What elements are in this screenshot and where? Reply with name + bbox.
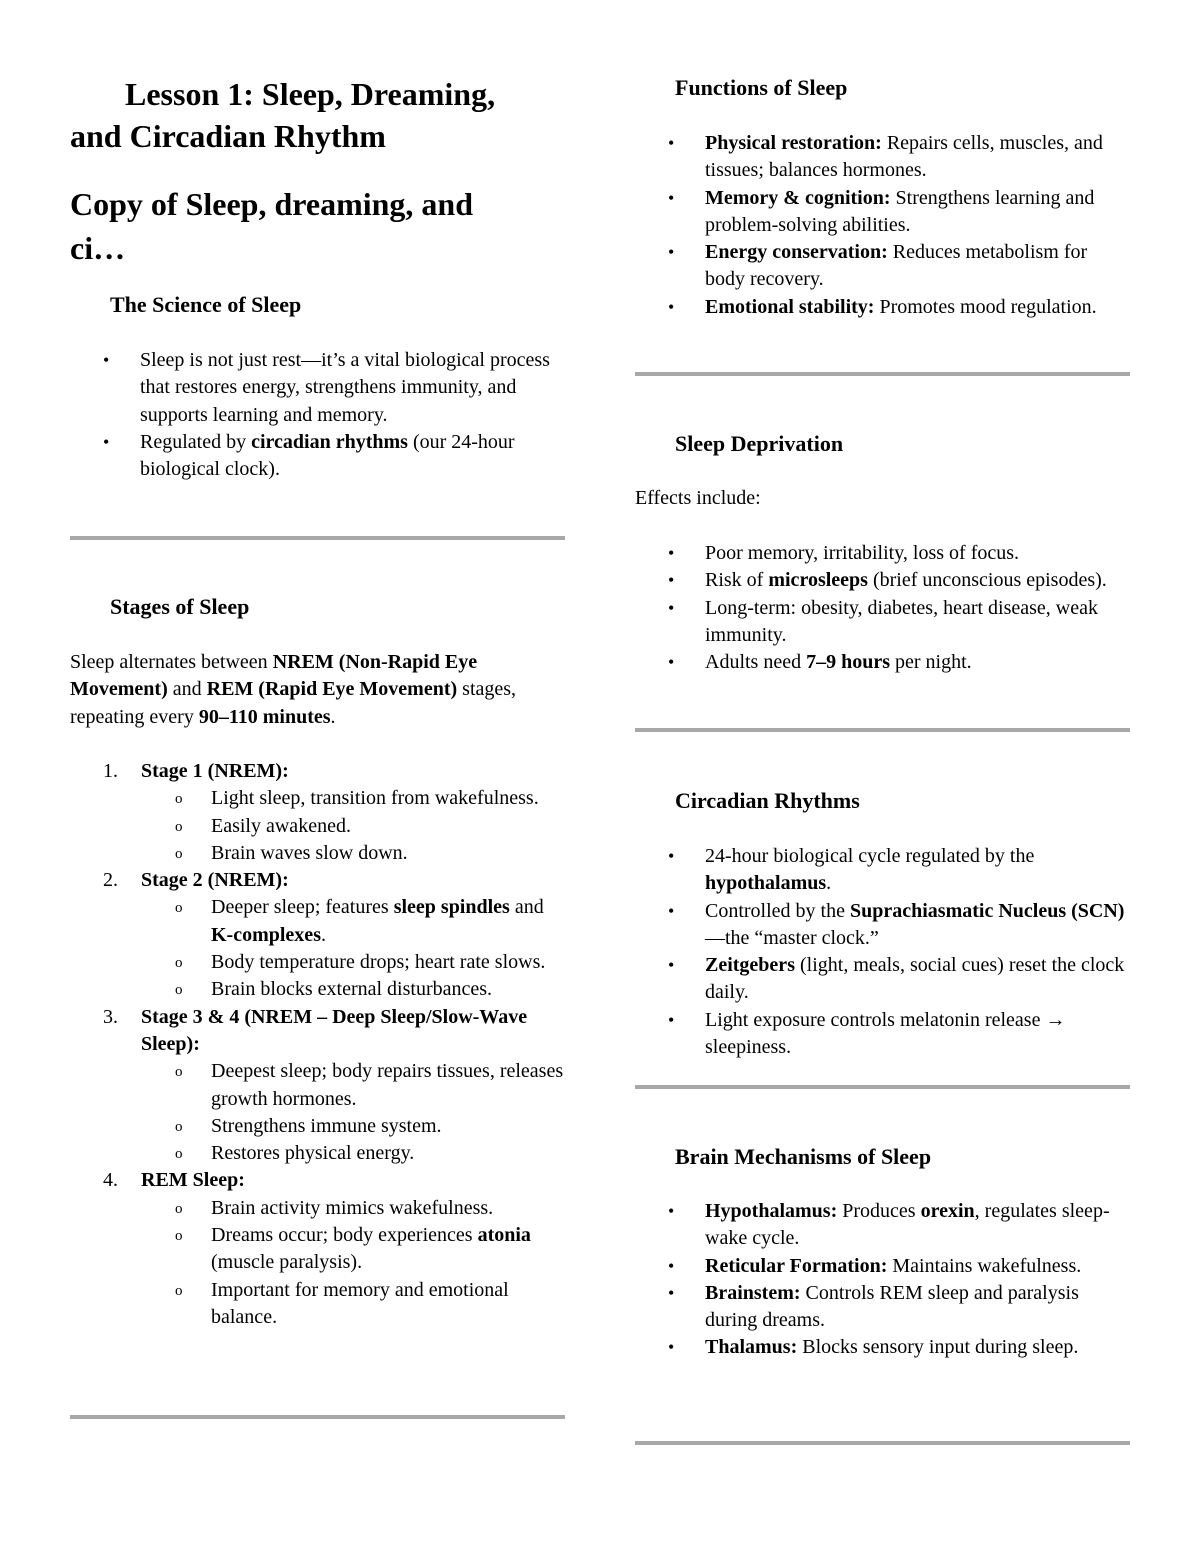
list-item: • Light exposure controls melatonin release → sleepiness. bbox=[668, 1008, 1066, 1059]
section-divider bbox=[635, 728, 1130, 732]
section-divider bbox=[70, 536, 565, 540]
list-item: • Risk of microsleeps (brief unconscious episodes). bbox=[635, 567, 1130, 594]
lesson-title: Lesson 1: Sleep, Dreaming, and Circadian Rhythm bbox=[70, 76, 496, 154]
list-item: • Controlled by the Suprachiasmatic Nucleus (SCN)—the “master clock.” bbox=[668, 899, 1125, 949]
bullet-icon: • bbox=[668, 652, 675, 673]
bullet-icon: • bbox=[668, 543, 675, 563]
stage-2: 2. Stage 2 (NREM): bbox=[103, 869, 289, 892]
circadian-heading: Circadian Rhythms bbox=[675, 788, 860, 813]
bullet-icon: • bbox=[668, 296, 675, 317]
functions-list bbox=[635, 130, 1130, 321]
bullet-icon: • bbox=[668, 242, 675, 263]
bullet-icon: • bbox=[668, 570, 675, 591]
stage-1: 1. Stage 1 (NREM): bbox=[103, 760, 289, 782]
bullet-icon: • bbox=[668, 1201, 675, 1221]
deprivation-heading: Sleep Deprivation bbox=[675, 431, 844, 456]
bullet-icon: • bbox=[668, 1337, 675, 1358]
list-item: • 24-hour biological cycle regulated by the hypothalamus. bbox=[668, 845, 1035, 895]
section-divider bbox=[635, 372, 1130, 376]
sub-list-item: o Easily awakened. bbox=[175, 814, 351, 837]
sub-list-item: o Dreams occur; body experiences atonia (muscle paralysis). bbox=[175, 1224, 531, 1274]
bullet-icon: • bbox=[668, 900, 675, 921]
science-list bbox=[70, 347, 565, 483]
section-divider bbox=[635, 1085, 1130, 1089]
bullet-icon: • bbox=[668, 955, 675, 976]
list-item: • Poor memory, irritability, loss of focus. bbox=[635, 540, 1130, 567]
list-item: • Energy conservation: Reduces metabolism for body recovery. bbox=[668, 241, 1088, 291]
sub-list-item: o Brain blocks external disturbances. bbox=[175, 978, 493, 1001]
deprivation-intro: Effects include: bbox=[635, 487, 761, 509]
sub-list-item: o Important for memory and emotional balance. bbox=[175, 1278, 509, 1328]
bullet-icon: • bbox=[668, 1255, 675, 1276]
bullet-icon: • bbox=[103, 431, 110, 452]
bullet-icon: • bbox=[668, 597, 675, 618]
section-divider bbox=[635, 1441, 1130, 1445]
list-item: • Sleep is not just rest—it’s a vital biological process that restores energy, strengthens immunity, and supports learning and memory. bbox=[103, 349, 550, 426]
list-item: • Memory & cognition: Strengthens learning and problem-solving abilities. bbox=[668, 186, 1095, 236]
brain-list bbox=[635, 1198, 1130, 1362]
sub-list-item: o Brain activity mimics wakefulness. bbox=[175, 1196, 494, 1219]
circadian-list bbox=[635, 843, 1130, 1061]
list-item: • Hypothalamus: Produces orexin, regulates sleep-wake cycle. bbox=[668, 1200, 1110, 1250]
stage-3: 3. Stage 3 & 4 (NREM – Deep Sleep/Slow-Wave Sleep): bbox=[103, 1005, 528, 1055]
bullet-icon: • bbox=[668, 187, 675, 208]
bullet-icon: • bbox=[668, 1009, 675, 1030]
list-item: • Thalamus: Blocks sensory input during sleep. bbox=[635, 1334, 1130, 1361]
bullet-icon: • bbox=[103, 350, 110, 370]
sub-list-item: o Body temperature drops; heart rate slows. bbox=[175, 951, 546, 974]
sub-list-item: o Deeper sleep; features sleep spindles and K-complexes. bbox=[175, 896, 544, 946]
list-item: • Reticular Formation: Maintains wakefulness. bbox=[635, 1253, 1130, 1280]
list-item: • Physical restoration: Repairs cells, muscles, and tissues; balances hormones. bbox=[668, 132, 1103, 182]
functions-heading: Functions of Sleep bbox=[675, 75, 848, 100]
list-item: • Zeitgebers (light, meals, social cues) reset the clock daily. bbox=[668, 954, 1125, 1004]
bullet-icon: • bbox=[668, 133, 675, 153]
stages-intro: Sleep alternates between NREM (Non-Rapid Eye Movement) and REM (Rapid Eye Movement) stages, repeating every 90–110 minutes. bbox=[70, 651, 517, 728]
bullet-icon: • bbox=[668, 1282, 675, 1303]
science-heading: The Science of Sleep bbox=[110, 292, 302, 317]
brain-heading: Brain Mechanisms of Sleep bbox=[675, 1144, 932, 1169]
bullet-icon: • bbox=[668, 846, 675, 866]
sub-list-item: o Light sleep, transition from wakefulness. bbox=[175, 787, 539, 810]
sub-list-item: o Deepest sleep; body repairs tissues, releases growth hormones. bbox=[175, 1060, 564, 1110]
stage-4: 4. REM Sleep: bbox=[103, 1169, 245, 1192]
copy-title: Copy of Sleep, dreaming, and ci… bbox=[70, 186, 474, 266]
sub-list-item: o Brain waves slow down. bbox=[175, 841, 408, 864]
sub-list-item: o Strengthens immune system. bbox=[175, 1114, 442, 1137]
section-divider bbox=[70, 1415, 565, 1419]
list-item: • Long-term: obesity, diabetes, heart disease, weak immunity. bbox=[668, 596, 1099, 646]
list-item: • Brainstem: Controls REM sleep and paralysis during dreams. bbox=[668, 1281, 1079, 1332]
stages-heading: Stages of Sleep bbox=[110, 594, 250, 619]
list-item: • Regulated by circadian rhythms (our 24-hour biological clock). bbox=[103, 430, 515, 481]
list-item: • Emotional stability: Promotes mood regulation. bbox=[635, 294, 1130, 321]
stages-detail bbox=[70, 758, 565, 1331]
deprivation-list bbox=[635, 540, 1130, 676]
sub-list-item: o Restores physical energy. bbox=[175, 1142, 415, 1165]
list-item: • Adults need 7–9 hours per night. bbox=[635, 649, 1130, 676]
